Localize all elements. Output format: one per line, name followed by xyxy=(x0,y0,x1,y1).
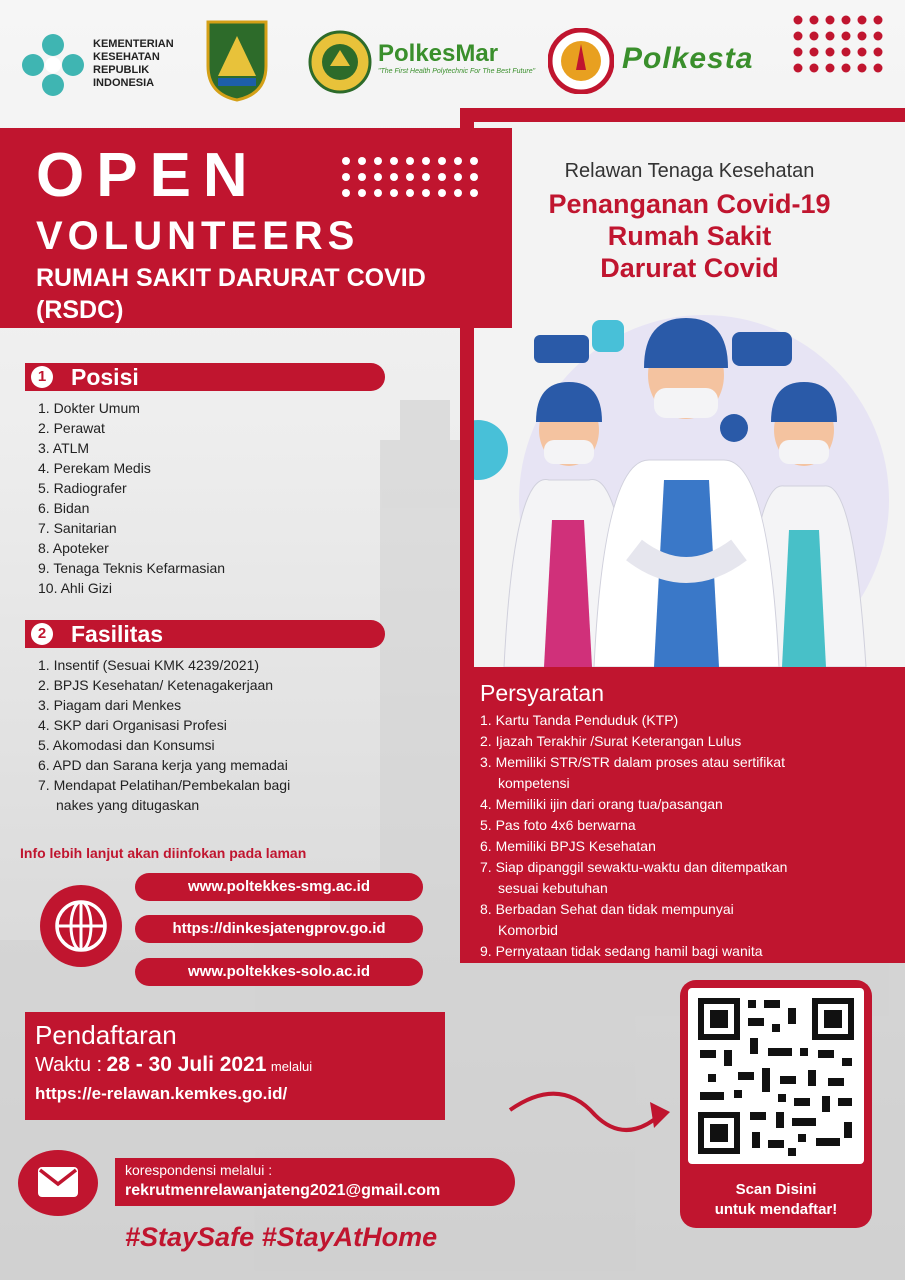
kemenkes-logo xyxy=(18,30,188,100)
list-item: 8. Berbadan Sehat dan tidak mempunyai xyxy=(480,901,734,917)
waktu-label: Waktu : xyxy=(35,1054,103,1076)
list-item: 6. Bidan xyxy=(38,500,90,516)
polkesmar-wordmark xyxy=(378,40,535,75)
kemenkes-line: KESEHATAN xyxy=(93,51,160,63)
list-item: 5. Pas foto 4x6 berwarna xyxy=(480,817,636,833)
persyaratan-title: Persyaratan xyxy=(480,680,605,706)
korespondensi-box xyxy=(115,1158,515,1206)
list-item: 3. Memiliki STR/STR dalam proses atau sertifikat xyxy=(480,754,785,770)
email-link[interactable]: rekrutmenrelawanjateng2021@gmail.com xyxy=(125,1182,441,1199)
list-item: 5. Radiografer xyxy=(38,480,127,496)
kemenkes-text xyxy=(93,38,174,90)
list-item: Komorbid xyxy=(498,922,558,938)
volunteers-title: VOLUNTEERS xyxy=(36,214,360,258)
list-item: 7. Siap dipanggil sewaktu-waktu dan ditempatkan xyxy=(480,859,788,875)
poltekkes-surakarta-seal-logo xyxy=(548,28,614,94)
poltekkes-semarang-seal-logo xyxy=(308,30,372,94)
fasilitas-list xyxy=(38,655,290,815)
list-item: 2. BPJS Kesehatan/ Ketenagakerjaan xyxy=(38,677,274,693)
list-item: 9. Pernyataan tidak sedang hamil bagi wanita xyxy=(480,943,763,959)
list-item: 1. Kartu Tanda Penduduk (KTP) xyxy=(480,712,679,728)
campaign-headline xyxy=(474,188,905,284)
headline-line: Rumah Sakit xyxy=(607,221,772,251)
list-item: 5. Akomodasi dan Konsumsi xyxy=(38,737,215,753)
kemenkes-emblem-icon xyxy=(18,30,88,100)
fasilitas-heading xyxy=(25,620,385,648)
pendaftaran-url-link[interactable]: https://e-relawan.kemkes.go.id/ xyxy=(35,1084,288,1103)
list-item: 8. Apoteker xyxy=(38,540,109,556)
rsdc-subtitle: RUMAH SAKIT DARURAT COVID (RSDC) xyxy=(36,264,426,324)
posisi-heading xyxy=(25,363,385,391)
list-item: nakes yang ditugaskan xyxy=(56,797,200,813)
kemenkes-line: INDONESIA xyxy=(93,77,155,89)
polkesmar-tagline: "The First Health Polytechnic For The Best Future" xyxy=(378,68,536,75)
qr-caption-line: untuk mendaftar! xyxy=(714,1201,838,1218)
list-item: 4. Memiliki ijin dari orang tua/pasangan xyxy=(480,796,723,812)
arrow-to-qr-icon xyxy=(500,1080,680,1150)
headline-line: Darurat Covid xyxy=(600,253,779,283)
qr-code-image[interactable] xyxy=(688,988,864,1164)
list-item: 3. Piagam dari Menkes xyxy=(38,697,182,713)
posisi-list xyxy=(38,398,225,598)
relawan-subtitle: Relawan Tenaga Kesehatan xyxy=(564,160,815,182)
url-link-poltekkes-smg[interactable]: www.poltekkes-smg.ac.id xyxy=(135,873,423,901)
list-item: 9. Tenaga Teknis Kefarmasian xyxy=(38,560,226,576)
jateng-crest-logo xyxy=(200,16,274,102)
url-link-poltekkes-solo[interactable]: www.poltekkes-solo.ac.id xyxy=(135,958,423,986)
list-item: kompetensi xyxy=(498,775,570,791)
pendaftaran-title: Pendaftaran xyxy=(35,1020,177,1050)
list-item: 2. Ijazah Terakhir /Surat Keterangan Lulus xyxy=(480,733,742,749)
open-title: OPEN xyxy=(36,141,260,210)
list-item: 6. APD dan Sarana kerja yang memadai xyxy=(38,757,288,773)
header-dot-grid xyxy=(340,155,490,200)
hashtags-text: #StaySafe #StayAtHome xyxy=(125,1222,438,1252)
list-item: 1. Insentif (Sesuai KMK 4239/2021) xyxy=(38,657,260,673)
qr-caption-line: Scan Disini xyxy=(735,1181,817,1198)
korespondensi-label: korespondensi melalui : xyxy=(125,1162,273,1178)
headline-line: Penanganan Covid-19 xyxy=(548,189,831,219)
list-item: 7. Sanitarian xyxy=(38,520,117,536)
section-title: Posisi xyxy=(71,364,139,390)
qr-caption xyxy=(680,1180,872,1220)
list-item: 3. ATLM xyxy=(38,440,90,456)
persyaratan-list xyxy=(480,710,890,962)
mail-icon xyxy=(18,1150,98,1216)
list-item: 4. SKP dari Organisasi Profesi xyxy=(38,717,227,733)
list-item: sesuai kebutuhan xyxy=(498,880,608,896)
list-item: 6. Memiliki BPJS Kesehatan xyxy=(480,838,656,854)
kemenkes-line: REPUBLIK xyxy=(93,64,150,76)
decorative-dot-grid xyxy=(790,12,890,92)
section-number-badge: 2 xyxy=(31,623,53,645)
kemenkes-line: KEMENTERIAN xyxy=(93,38,174,50)
url-link-dinkes-jateng[interactable]: https://dinkesjatengprov.go.id xyxy=(135,915,423,943)
health-workers-illustration xyxy=(474,290,905,667)
globe-icon xyxy=(40,885,122,967)
info-text: Info lebih lanjut akan diinfokan pada laman xyxy=(20,845,307,861)
list-item: 1. Dokter Umum xyxy=(38,400,140,416)
waktu-melalui: melalui xyxy=(270,1059,313,1074)
polkesmar-name: PolkesMar xyxy=(378,40,499,67)
section-title: Fasilitas xyxy=(71,621,164,647)
pendaftaran-waktu xyxy=(35,1053,312,1077)
list-item: 10. Ahli Gizi xyxy=(38,580,112,596)
list-item: 7. Mendapat Pelatihan/Pembekalan bagi xyxy=(38,777,291,793)
list-item: 2. Perawat xyxy=(38,420,105,436)
list-item: 4. Perekam Medis xyxy=(38,460,151,476)
polkesta-wordmark: Polkesta xyxy=(622,42,754,75)
waktu-dates: 28 - 30 Juli 2021 xyxy=(106,1053,267,1076)
section-number-badge: 1 xyxy=(31,366,53,388)
